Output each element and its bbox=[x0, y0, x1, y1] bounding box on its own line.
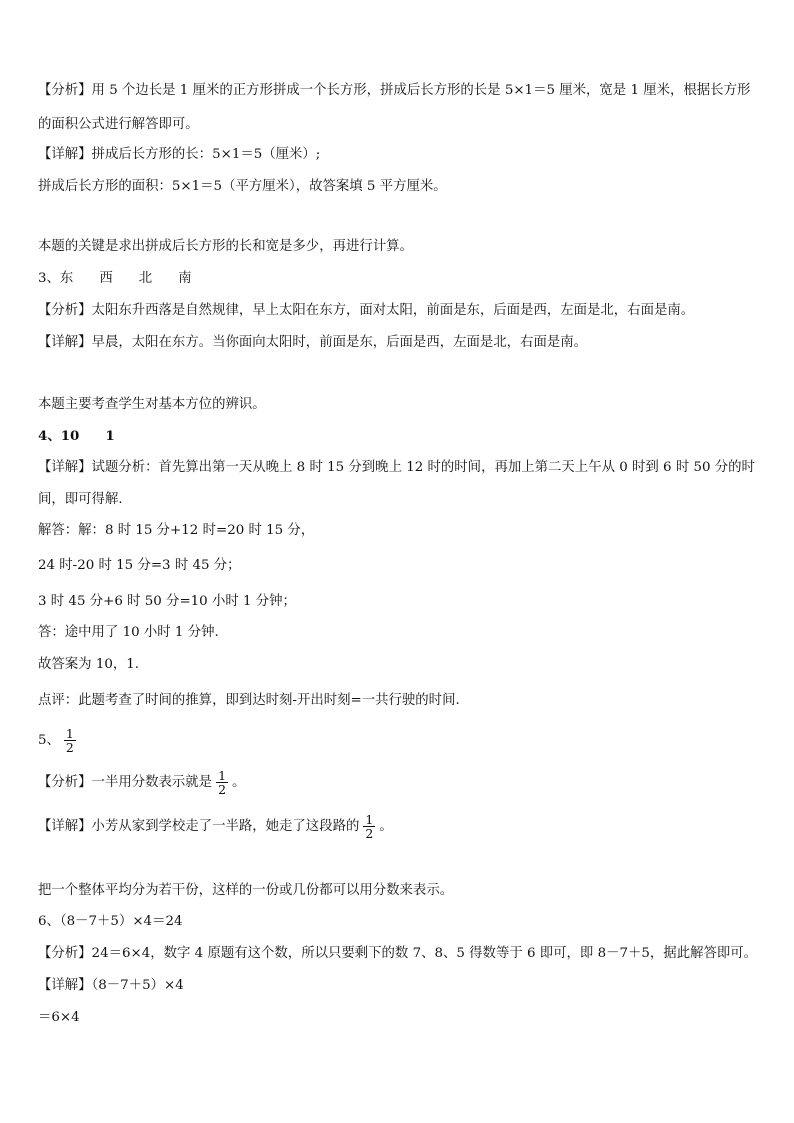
q2-detail-line2: 拼成后长方形的面积：5×1＝5（平方厘米），故答案填 5 平方厘米。 bbox=[38, 179, 447, 194]
q5-comment: 把一个整体平均分为若干份，这样的一份或几份都可以用分数来表示。 bbox=[38, 883, 454, 898]
q4-detail-line1: 【详解】试题分析：首先算出第一天从晚上 8 时 15 分到晚上 12 时的时间，再加上第二天上午从 0 时到 6 时 50 分的时 bbox=[38, 460, 755, 475]
q6-analysis: 【分析】24＝6×4，数字 4 原题有这个数，所以只要剩下的数 7、8、5 得数等于 6 即可，即 8－7＋5，据此解答即可。 bbox=[38, 946, 758, 961]
q6-detail-line1: 【详解】（8－7＋5）×4 bbox=[38, 978, 184, 993]
q4-answer-1: 10 bbox=[60, 428, 80, 444]
q5-answer-numerator: 1 bbox=[65, 726, 74, 741]
q5-analysis-end: 。 bbox=[232, 775, 246, 790]
q6-answer-line: 6、（8－7＋5）×4＝24 bbox=[38, 914, 183, 929]
q5-detail-fraction bbox=[363, 813, 375, 840]
q5-analysis-fraction bbox=[216, 769, 228, 796]
q4-number: 4、 bbox=[38, 428, 61, 444]
q4-detail-line2: 间，即可得解. bbox=[38, 492, 123, 507]
q4-solution-line3: 3 时 45 分+6 时 50 分=10 小时 1 分钟； bbox=[38, 594, 296, 609]
q3-answer-2: 西 bbox=[99, 271, 113, 286]
q5-analysis-denominator: 2 bbox=[218, 782, 227, 797]
q5-answer-line bbox=[38, 724, 764, 758]
q5-analysis bbox=[38, 766, 764, 800]
q5-number: 5、 bbox=[38, 733, 60, 748]
q5-detail-numerator: 1 bbox=[365, 812, 374, 827]
q4-comment: 点评：此题考查了时间的推算，即到达时刻-开出时刻=一共行驶的时间. bbox=[38, 693, 460, 708]
q4-solution-line1: 解答：解：8 时 15 分+12 时=20 时 15 分， bbox=[38, 523, 315, 538]
q5-analysis-text: 【分析】一半用分数表示就是 bbox=[38, 775, 213, 790]
q6-detail-line2: ＝6×4 bbox=[38, 1010, 80, 1025]
q5-detail-end: 。 bbox=[379, 819, 393, 834]
q4-solution-line4: 答：途中用了 10 小时 1 分钟. bbox=[38, 625, 219, 640]
q3-answer-1: 东 bbox=[59, 271, 74, 286]
q2-comment: 本题的关键是求出拼成后长方形的长和宽是多少，再进行计算。 bbox=[38, 239, 413, 254]
q4-solution-line2: 24 时-20 时 15 分=3 时 45 分； bbox=[38, 558, 241, 573]
q5-detail-text: 【详解】小芳从家到学校走了一半路，她走了这段路的 bbox=[38, 819, 360, 834]
q4-answer-line bbox=[38, 427, 764, 445]
q5-detail bbox=[38, 810, 764, 844]
q3-number: 3、 bbox=[38, 271, 60, 286]
q2-analysis-line1: 【分析】用 5 个边长是 1 厘米的正方形拼成一个长方形，拼成后长方形的长是 5×1＝5 厘米，宽是 1 厘米，根据长方形 bbox=[38, 83, 751, 98]
q5-analysis-numerator: 1 bbox=[218, 768, 227, 783]
q3-comment: 本题主要考查学生对基本方位的辨识。 bbox=[38, 397, 266, 412]
q4-answer-2: 1 bbox=[105, 428, 115, 444]
q3-answer-4: 南 bbox=[178, 271, 192, 286]
q5-detail-denominator: 2 bbox=[365, 826, 374, 841]
q5-answer-fraction bbox=[64, 727, 76, 754]
q5-answer-denominator: 2 bbox=[65, 740, 74, 755]
q3-answer-line bbox=[38, 270, 764, 288]
q2-analysis-line2: 的面积公式进行解答即可。 bbox=[38, 117, 199, 132]
q3-answer-3: 北 bbox=[138, 271, 153, 286]
q4-final-answer: 故答案为 10，1. bbox=[38, 657, 140, 672]
q3-detail: 【详解】早晨，太阳在东方。当你面向太阳时，前面是东，后面是西，左面是北，右面是南。 bbox=[38, 335, 588, 350]
q2-detail-line1: 【详解】拼成后长方形的长：5×1＝5（厘米）; bbox=[38, 147, 321, 162]
q3-analysis: 【分析】太阳东升西落是自然规律，早上太阳在东方，面对太阳，前面是东，后面是西，左面是北，右面是南。 bbox=[38, 303, 695, 318]
